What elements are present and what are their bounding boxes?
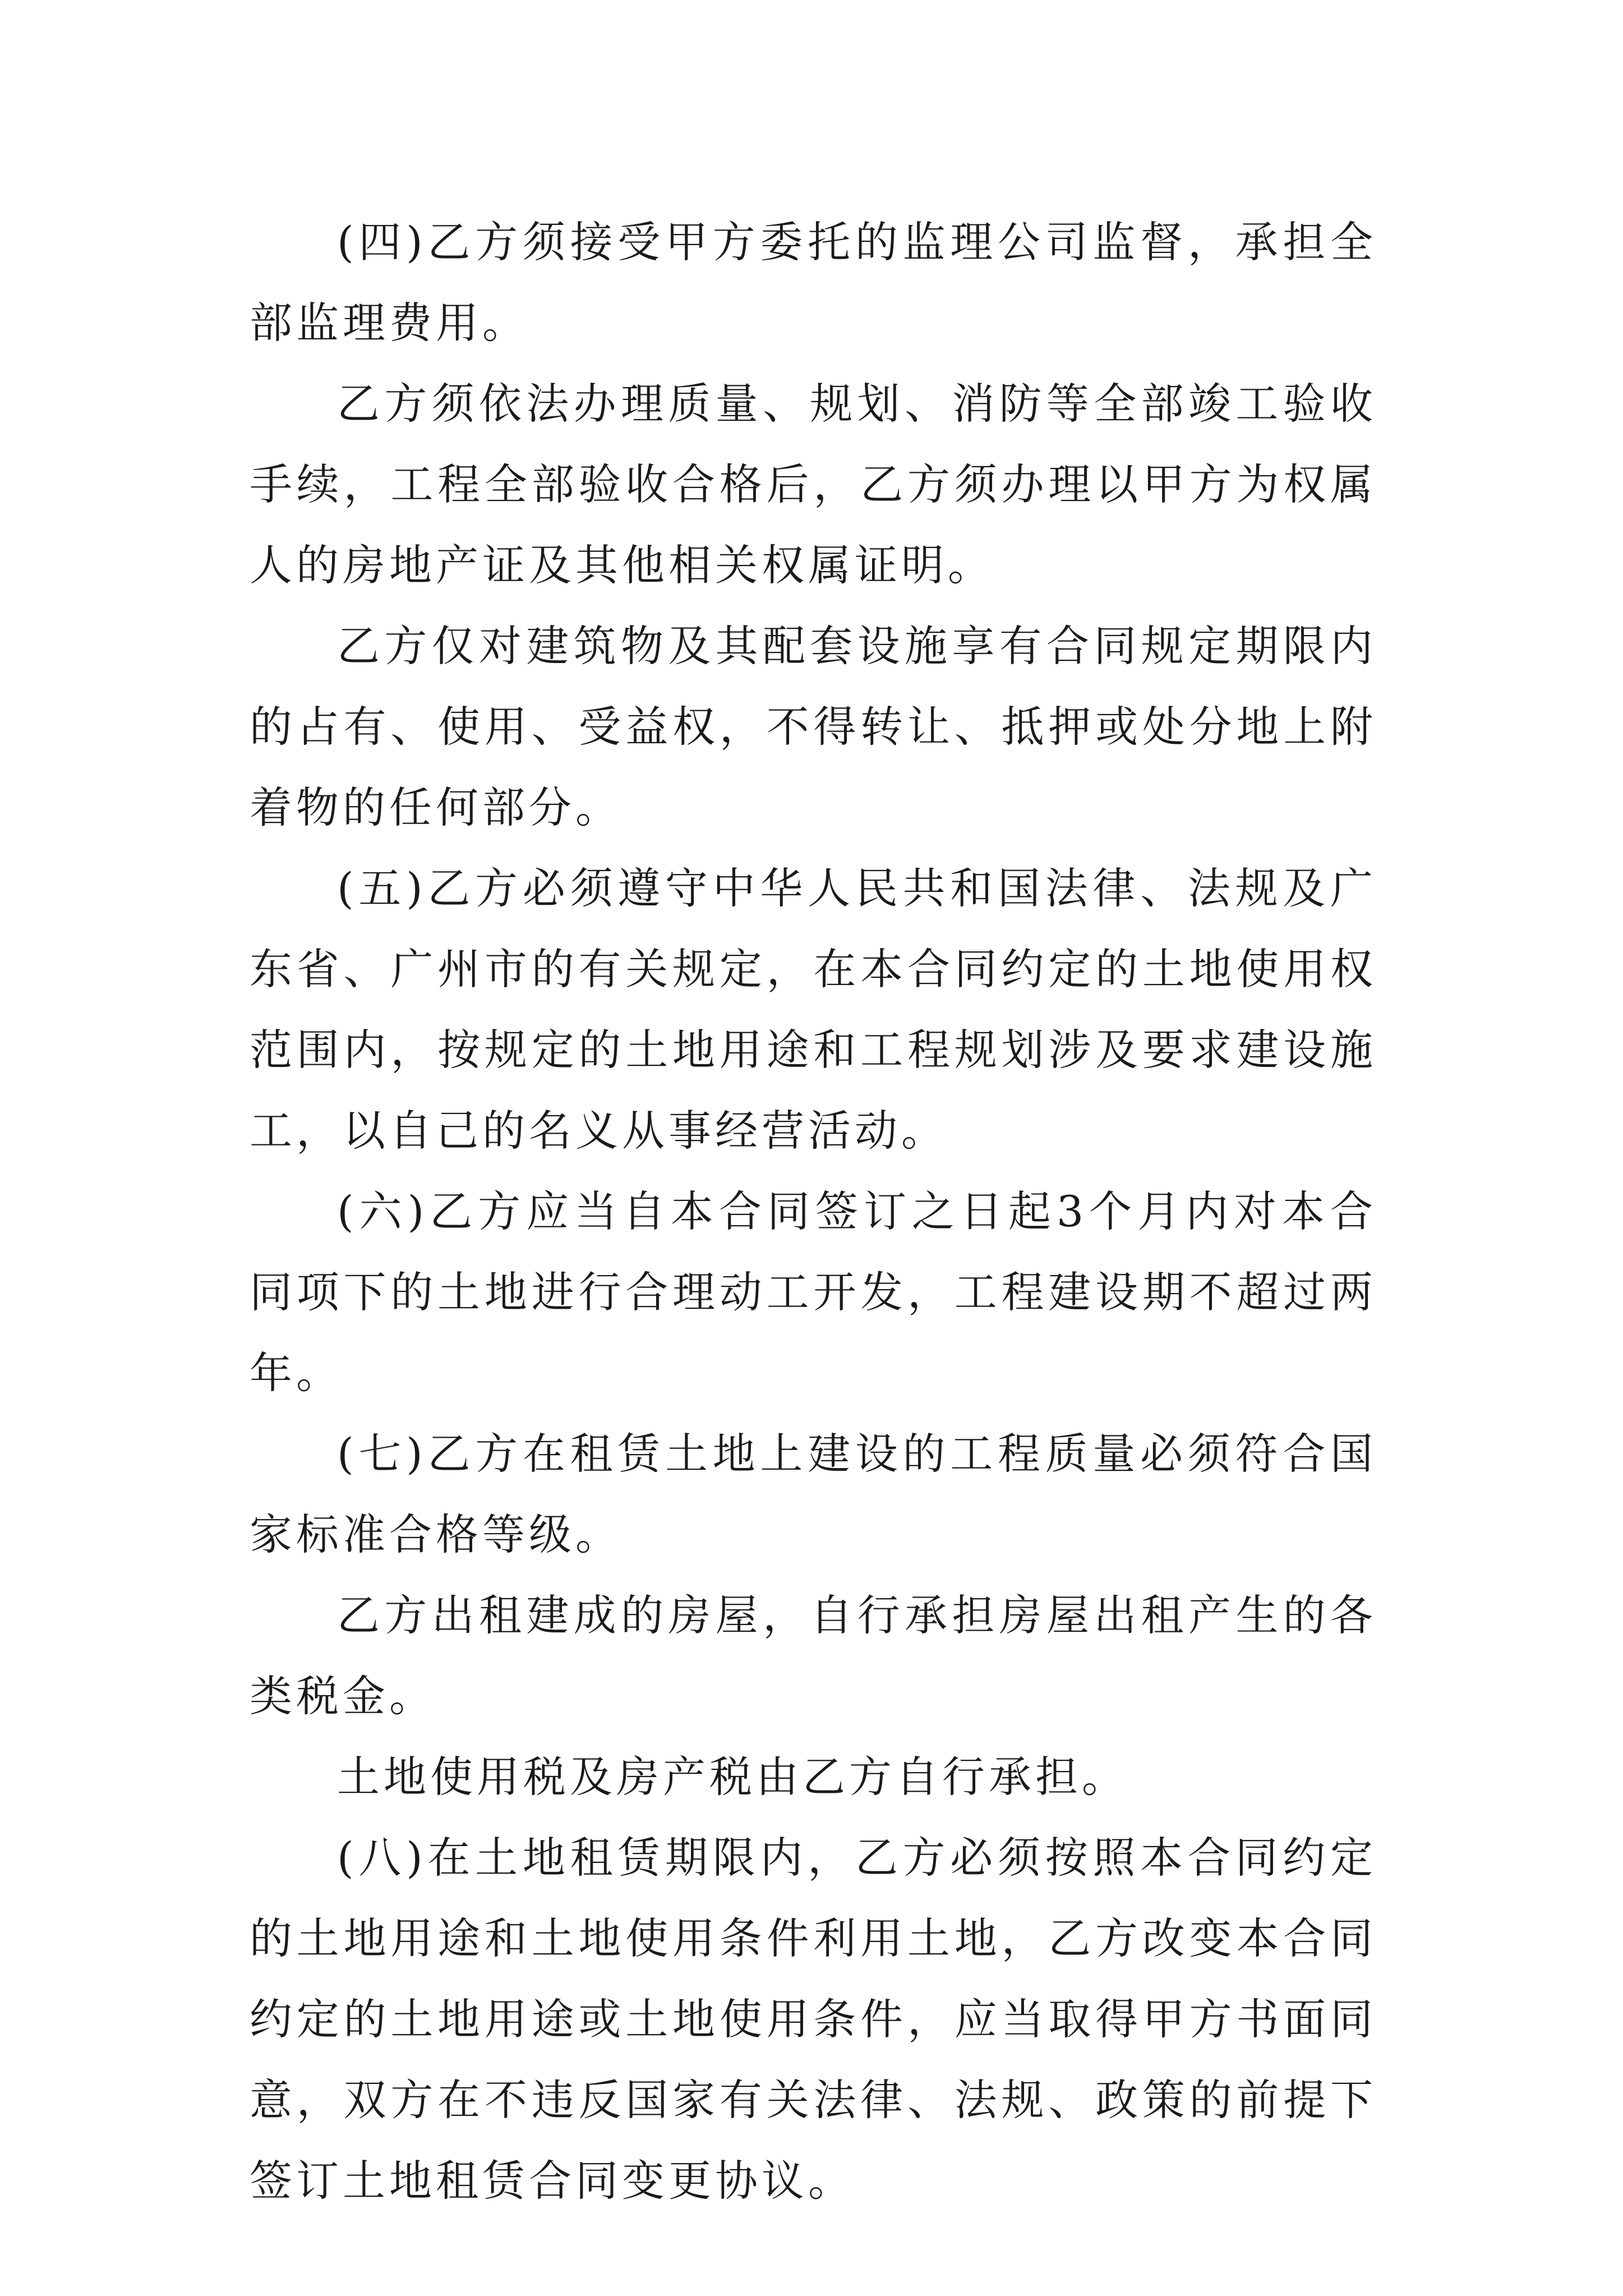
paragraph-quality: (七)乙方在租赁土地上建设的工程质量必须符合国家标准合格等级。 <box>250 1429 1377 1559</box>
paragraph-usage-rights: 乙方仅对建筑物及其配套设施享有合同规定期限内的占有、使用、受益权，不得转让、抵押或处分地上附着物的任何部分。 <box>250 621 1377 832</box>
paragraph-supervision: (四)乙方须接受甲方委托的监理公司监督，承担全部监理费用。 <box>250 217 1377 348</box>
paragraph-rental-tax: 乙方出租建成的房屋，自行承担房屋出租产生的各类税金。 <box>250 1590 1377 1721</box>
document-body <box>250 202 1377 2221</box>
paragraph-acceptance: 乙方须依法办理质量、规划、消防等全部竣工验收手续，工程全部验收合格后，乙方须办理以甲方为权属人的房地产证及其他相关权属证明。 <box>250 379 1377 590</box>
paragraph-land-use-change: (八)在土地租赁期限内，乙方必须按照本合同约定的土地用途和土地使用条件利用土地，乙方改变本合同约定的土地用途或土地使用条件，应当取得甲方书面同意，双方在不违反国家有关法律、法规、政策的前提下签订土地租赁合同变更协议。 <box>250 1833 1377 2206</box>
paragraph-compliance: (五)乙方必须遵守中华人民共和国法律、法规及广东省、广州市的有关规定，在本合同约定的土地使用权范围内，按规定的土地用途和工程规划涉及要求建设施工，以自己的名义从事经营活动。 <box>250 863 1377 1156</box>
paragraph-construction-start: (六)乙方应当自本合同签订之日起3个月内对本合同项下的土地进行合理动工开发，工程建设期不超过两年。 <box>250 1186 1377 1398</box>
paragraph-land-tax: 土地使用税及房产税由乙方自行承担。 <box>337 1752 1128 1802</box>
